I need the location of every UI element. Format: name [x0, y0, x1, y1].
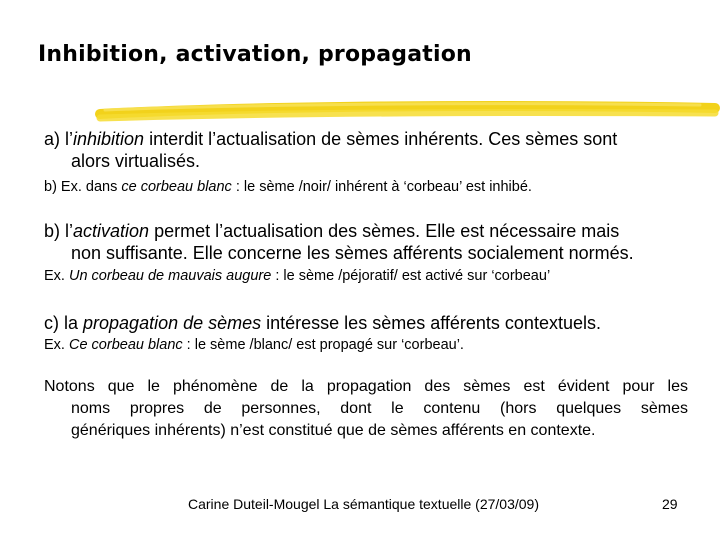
note-line: noms propres de personnes, dont le contenu (hors quelques sèmes: [71, 400, 688, 417]
paragraph-inhibition: [44, 128, 617, 172]
paragraph-prefix: c) la: [44, 313, 84, 333]
note-paragraph: [44, 376, 688, 442]
example-quote: ce corbeau blanc: [121, 179, 232, 195]
example-text: : le sème /blanc/ est propagé sur ‘corbeau’.: [182, 337, 464, 353]
note-line: Notons que le phénomène de la propagation des sèmes est évident pour les: [44, 378, 688, 395]
example-text: : le sème /noir/ inhérent à ‘corbeau’ est inhibé.: [231, 179, 532, 195]
slide-title: Inhibition, activation, propagation: [38, 42, 472, 67]
note-line: génériques inhérents) n’est constitué que de sèmes afférents en contexte.: [71, 422, 596, 439]
term-propagation: propagation de sèmes: [83, 313, 262, 333]
paragraph-text: interdit l’actualisation de sèmes inhérents. Ces sèmes sont: [144, 129, 618, 149]
example-prefix: b) Ex. dans: [44, 179, 122, 195]
example-propagation: [44, 336, 464, 354]
paragraph-line2: alors virtualisés.: [71, 151, 201, 171]
example-activation: [44, 267, 550, 285]
example-prefix: Ex.: [44, 337, 69, 353]
page-number: 29: [662, 496, 678, 512]
example-quote: Un corbeau de mauvais augure: [68, 268, 272, 284]
example-inhibition: [44, 178, 532, 196]
paragraph-prefix: b) l’: [44, 221, 74, 241]
paragraph-line2: non suffisante. Elle concerne les sèmes afférents socialement normés.: [71, 243, 634, 263]
paragraph-prefix: a) l’: [44, 129, 74, 149]
example-quote: Ce corbeau blanc: [68, 337, 183, 353]
term-activation: activation: [73, 221, 150, 241]
highlighter-underline: [0, 0, 720, 140]
example-prefix: Ex.: [44, 268, 69, 284]
paragraph-activation: [44, 220, 634, 264]
paragraph-text: permet l’actualisation des sèmes. Elle est nécessaire mais: [149, 221, 620, 241]
paragraph-text: intéresse les sèmes afférents contextuels.: [261, 313, 601, 333]
paragraph-propagation: [44, 312, 601, 334]
footer-credit: Carine Duteil-Mougel La sémantique textuelle (27/03/09): [188, 496, 539, 512]
example-text: : le sème /péjoratif/ est activé sur ‘corbeau’: [271, 268, 551, 284]
term-inhibition: inhibition: [73, 129, 145, 149]
